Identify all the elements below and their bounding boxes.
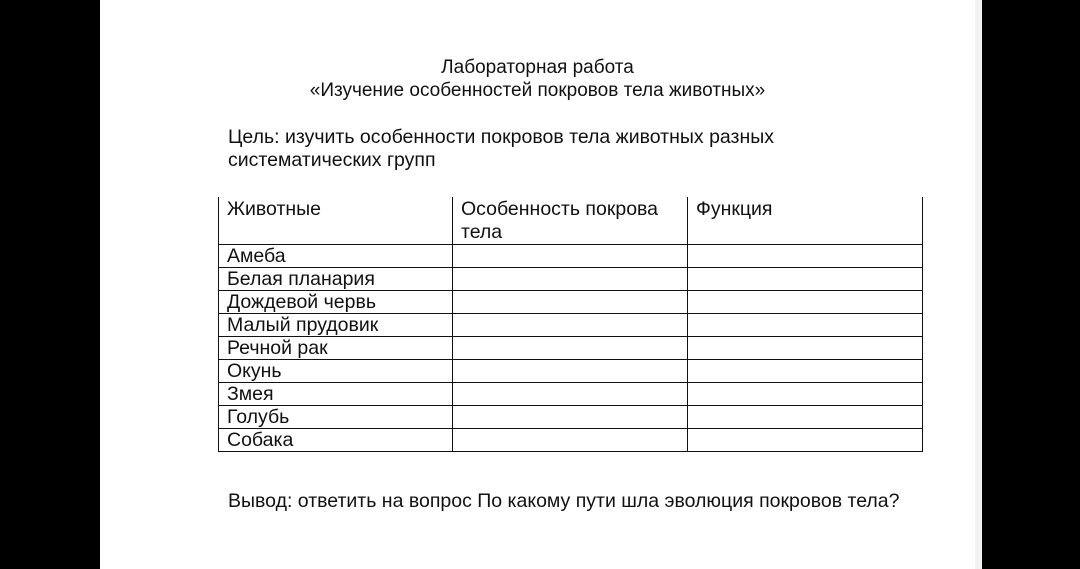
animal-cell: Малый прудовик [219, 314, 453, 337]
header-function: Функция [688, 197, 923, 245]
animal-cell: Речной рак [219, 337, 453, 360]
feature-cell [453, 406, 688, 429]
animal-cell: Змея [219, 383, 453, 406]
animal-cell: Собака [219, 429, 453, 452]
document-page [100, 0, 975, 569]
title-line-2: «Изучение особенностей покровов тела животных» [309, 80, 766, 101]
table-row [219, 360, 923, 383]
feature-cell [453, 268, 688, 291]
function-cell [688, 245, 923, 268]
table-row [219, 245, 923, 268]
header-feature: Особенность покрова тела [453, 197, 688, 245]
goal-text: Цель: изучить особенности покровов тела животных разных систематических групп [228, 126, 775, 171]
animals-table [218, 197, 923, 452]
function-cell [688, 268, 923, 291]
feature-cell [453, 360, 688, 383]
table-row [219, 291, 923, 314]
feature-cell [453, 337, 688, 360]
table-row [219, 383, 923, 406]
function-cell [688, 406, 923, 429]
function-cell [688, 291, 923, 314]
table-header-row [219, 197, 923, 245]
feature-cell [453, 429, 688, 452]
feature-cell [453, 383, 688, 406]
function-cell [688, 429, 923, 452]
animal-cell: Голубь [219, 406, 453, 429]
function-cell [688, 383, 923, 406]
header-animals: Животные [219, 197, 453, 245]
feature-cell [453, 245, 688, 268]
table-row [219, 406, 923, 429]
animal-cell: Окунь [219, 360, 453, 383]
table-row [219, 268, 923, 291]
table-row [219, 429, 923, 452]
table-row [219, 314, 923, 337]
animal-cell: Амеба [219, 245, 453, 268]
page-edge [975, 0, 982, 569]
animal-cell: Дождевой червь [219, 291, 453, 314]
function-cell [688, 360, 923, 383]
conclusion-text: Вывод: ответить на вопрос По какому пути шла эволюция покровов тела? [228, 490, 900, 512]
function-cell [688, 337, 923, 360]
feature-cell [453, 314, 688, 337]
title-line-1: Лабораторная работа [441, 57, 634, 78]
function-cell [688, 314, 923, 337]
feature-cell [453, 291, 688, 314]
animal-cell: Белая планария [219, 268, 453, 291]
table-row [219, 337, 923, 360]
